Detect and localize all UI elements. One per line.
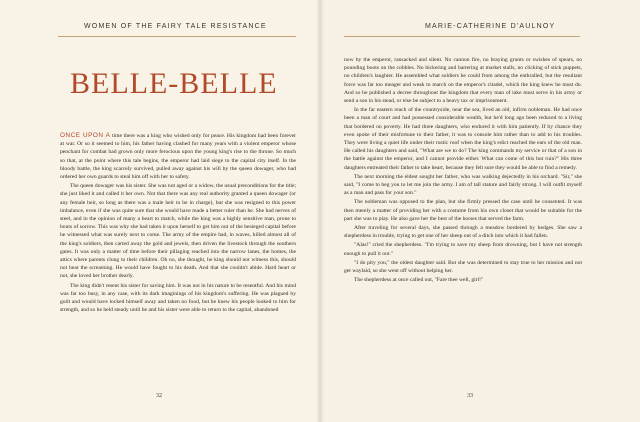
paragraph: The next morning the eldest sought her father, who was walking dejectedly in his orchard. "Sir," she said, "I come to beg you to let me join the army. I am of tall stature and fairly strong. I will outfit myself as a man and pass for your son.": [344, 173, 582, 197]
paragraph: In the far eastern reach of the countryside, near the sea, lived an old, infirm nobleman. He had once been a man of court and had possessed considerable wealth, but he'd long ago been reduced to a living that bordered on poverty. He had three daughters, who endured it with him patiently. If by chance they even spoke of their misfortune to their father, it was to console him rather than to add to his troubles. They were living a quiet life under their rustic roof when the king's edict reached the ears of the old man. He called his daughters and said, "What are we to do? The king commands my service or that of a son in the battle against the emperor, and I cannot provide either. What can come of this but ruin?" His three daughters entreated their father to take heart, because they felt sure they would be able to find a remedy.: [344, 107, 582, 171]
paragraph: The queen dowager was his sister. She was not aged or a widow, the usual preconditions for the title; she just liked it and called it her own. Not that there was any real authority granted a queen dowager (or any female heir, so long as there was a male heir to be in charge), but she was resigned to this power imbalance, even if she was quite sure that she would have made a better ruler than he. She had nerves of steel, and in the opinion of many a heart to match, while the king was a highly sensitive man, prone to bouts of sorrow. This was why she had taken it upon herself to get him out of the besieged capital before he witnessed what was surely next to come. The army of the empire had, in waves, killed almost all of the king's soldiers, then carted away the gold and jewels, then driven the livestock through the southern gates. It was only a matter of time before their pillaging reached into the narrow lanes, the homes, the attics where parents clung to their children. Oh no, she thought, he king should not witness this, should not hear the screaming. He would have fought to his death. And that she couldn't abide. Hard heart or not, she loved her brother dearly.: [60, 183, 296, 280]
opening-words: ONCE UPON A: [60, 132, 111, 139]
paragraph: The shepherdess at once called out, "Fare thee well, girl!": [354, 277, 484, 284]
paragraph: "I do pity you," the oldest daughter said. But she was determined to stay true to her mission and not get waylaid, so she went off without helping her.: [344, 259, 582, 275]
page-number-left: 32: [156, 393, 162, 399]
paragraph: "Alas!" cried the shepherdess. "I'm trying to save my sheep from drowning, but I have not strength enough to pull it out.": [344, 242, 582, 257]
header-rule-left: [58, 36, 296, 37]
paragraph: After traveling for several days, she passed through a meadow bordered by hedges. She saw a shepherdess in trouble, trying to get one of her sheep out of a ditch into which it had fallen.: [344, 225, 582, 240]
paragraph: [60, 132, 296, 181]
paragraph: The nobleman was opposed to the plan, but she firmly pressed the case until he consented. It was then merely a matter of providing her with a costume from his own closet that would be suitable for the part she was to play. He also gave her the best of the horses that served the farm.: [344, 199, 582, 222]
page-number-right: 33: [467, 393, 473, 399]
running-head-left: WOMEN OF THE FAIRY TALE RESISTANCE: [84, 23, 267, 30]
paragraph: now by the emperor, ransacked and silent. No cannon fire, no braying grunts or swishes of spears, no pounding boots on the cobbles. No bickering and bartering at market stalls, no clicking of stick puppets, no children's laughter. He assembled what soldiers he could from among the enthralled, but the resultant force was far too meager and weak to march on the emperor's citadel, which the king knew he must do. And so he published a decree throughout the kingdom that every man of take must serve in his army or send a son in his stead, or else be subject to a heavy tax or imprisonment.: [344, 57, 582, 105]
paragraph-text: time there was a king who wished only for peace. His kingdom had been forever at war. Or so it seemed to him, his father having clashed for many years with a violent emperor whose penchant for combat had grown only more ferocious upon the young king's rise to the throne. So much so that, at the point where this tale begins, the emperor had laid siege to the capital city itself. In the bloody battle, the king scarcely survived, pulled away against his will by the queen dowager, who had ordered her own guards to steal him off with her to safety.: [60, 133, 296, 181]
body-text-right: [344, 56, 582, 285]
paragraph: The king didn't resent his sister for saving him. It was not in his nature to be resentful. And his mind was far too busy, in any case, with its dark imaginings of his kingdom's suffering. He was plagued by guilt and would have locked himself away and taken no food, but he knew his people looked to him for strength, and so he held steady until he and his sister were able to return to the capital, abandoned: [60, 282, 296, 314]
book-gutter: [316, 0, 324, 422]
running-head-right: MARIE-CATHERINE D'AULNOY: [425, 23, 556, 30]
header-rule-right: [344, 36, 580, 37]
body-text-left: [60, 132, 296, 315]
chapter-title: BELLE-BELLE: [70, 67, 278, 100]
